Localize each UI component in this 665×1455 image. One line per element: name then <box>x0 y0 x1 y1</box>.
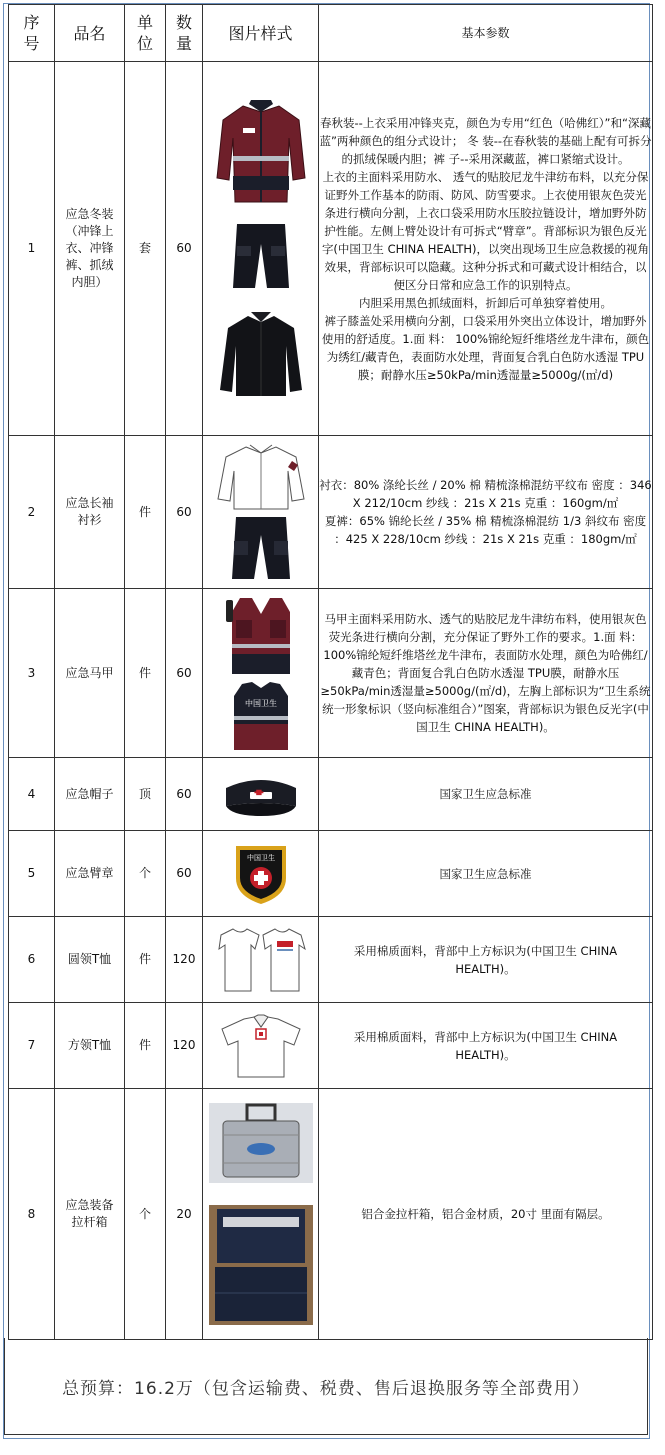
table-row <box>9 589 653 758</box>
row-images <box>203 1089 319 1340</box>
row-unit: 套 <box>125 62 166 436</box>
table-row <box>9 831 653 917</box>
param-paragraph: 马甲主面料采用防水、透气的贴胶尼龙牛津纺布料，使用银灰色荧光条进行横向分割，充分保证了野外工作的要求。1.面 料： 100%锦纶短纤维塔丝龙牛津布，表面防水处理，颜色为哈佛红/藏青色；背面复合乳白色防水透湿 TPU膜，耐静水压≥50kPa/min透湿量≥5000g/(㎡/d)，左胸上部标识为“卫生系统统一形象标识（竖向标准组合）”图案，背部标识为银色反光字(中国卫生 CHINA HEALTH)。 <box>320 612 651 734</box>
row-images <box>203 917 319 1003</box>
row-qty: 60 <box>166 831 203 917</box>
row-images <box>203 62 319 436</box>
shirt-icon <box>216 443 306 511</box>
row-no: 2 <box>9 436 55 589</box>
table-row <box>9 758 653 831</box>
budget-footer <box>4 1338 648 1435</box>
round-neck-tshirt-icon <box>211 925 311 995</box>
row-params <box>319 1003 653 1089</box>
trousers-icon <box>224 515 298 581</box>
param-paragraph: 春秋装--上衣采用冲锋夹克，颜色为专用“红色（哈佛红）”和“深藏蓝”两种颜色的组分式设计； 冬 装--在春秋装的基础上配有可拆分的抓绒保暖内胆；裤 子--采用深藏蓝，裤口紧缩式设计。 <box>319 115 652 166</box>
param-paragraph: 裤子膝盖处采用横向分割，口袋采用外突出立体设计，增加野外使用的舒适度。1.面 料： 100%锦纶短纤维塔丝龙牛津布，颜色为绣红/藏青色，表面防水处理，背面复合乳白色防水透湿 TPU膜；耐静水压≥50kPa/min透湿量≥5000g/(㎡/d) <box>321 313 650 382</box>
row-images <box>203 758 319 831</box>
vest-front-icon <box>226 594 296 676</box>
row-unit: 件 <box>125 436 166 589</box>
row-name: 应急臂章 <box>55 831 125 917</box>
table-row <box>9 917 653 1003</box>
pants-icon <box>221 222 301 292</box>
param-paragraph: 上衣的主面料采用防水、 透气的贴胶尼龙牛津纺布料，以充分保证野外工作基本的防雨、防风、防雪要求。上衣使用银灰色荧光条进行横向分割，上衣口袋采用防水压胶拉链设计，增加野外防护性能。左侧上臂处设计有可拆式“臂章”。背部标识为银色反光字(中国卫生 CHINA HEALTH)，以突出现场卫生应急救援的视角效果，背部标识可以隐藏。这种分拆式和可藏式设计相结合，以便区分日常和应急工作的识别特点。 <box>321 169 650 292</box>
param-paragraph: 铝合金拉杆箱，铝合金材质，20寸 里面有隔层。 <box>361 1207 610 1221</box>
trolley-case-icon <box>209 1103 313 1183</box>
jacket-icon <box>213 98 309 208</box>
table-row <box>9 436 653 589</box>
row-qty: 60 <box>166 589 203 758</box>
row-unit: 个 <box>125 831 166 917</box>
row-params <box>319 589 653 758</box>
row-images <box>203 589 319 758</box>
row-name: 应急长袖衬衫 <box>55 436 125 589</box>
row-no: 4 <box>9 758 55 831</box>
row-images <box>203 436 319 589</box>
row-qty: 60 <box>166 436 203 589</box>
armband-badge-icon <box>232 842 290 906</box>
row-no: 7 <box>9 1003 55 1089</box>
row-unit: 件 <box>125 917 166 1003</box>
param-paragraph: 内胆采用黑色抓绒面料，折卸后可单独穿着使用。 <box>359 295 612 310</box>
param-paragraph: 国家卫生应急标准 <box>439 787 532 801</box>
fleece-icon <box>218 310 304 400</box>
spec-sheet <box>4 4 656 1438</box>
header-image: 图片样式 <box>203 5 319 62</box>
row-params <box>319 436 653 589</box>
vest-back-icon <box>230 680 292 752</box>
row-params <box>319 62 653 436</box>
header-unit: 单 位 <box>125 5 166 62</box>
row-qty: 120 <box>166 1003 203 1089</box>
param-paragraph: 采用棉质面料，背部中上方标识为(中国卫生 CHINA HEALTH)。 <box>353 943 618 976</box>
row-params <box>319 917 653 1003</box>
row-unit: 顶 <box>125 758 166 831</box>
row-params <box>319 1089 653 1340</box>
row-name: 应急帽子 <box>55 758 125 831</box>
table-row <box>9 62 653 436</box>
cap-icon <box>220 770 302 818</box>
header-no: 序 号 <box>9 5 55 62</box>
row-unit: 件 <box>125 1003 166 1089</box>
row-qty: 60 <box>166 758 203 831</box>
row-name: 应急马甲 <box>55 589 125 758</box>
row-no: 8 <box>9 1089 55 1340</box>
row-name: 方领T恤 <box>55 1003 125 1089</box>
row-qty: 120 <box>166 917 203 1003</box>
header-name: 品名 <box>55 5 125 62</box>
row-name: 圆领T恤 <box>55 917 125 1003</box>
row-no: 6 <box>9 917 55 1003</box>
param-paragraph: 夏裤：65% 锦纶长丝 / 35% 棉 精梳涤棉混纺 1/3 斜纹布 密度 ：425 X 228/10cm 纱线 ：21s X 21s 克重 ：180gm/㎡ <box>324 514 647 546</box>
vest-back-text: 中国卫生 <box>244 699 277 708</box>
header-qty: 数 量 <box>166 5 203 62</box>
badge-text: 中国卫生 <box>246 853 275 862</box>
row-images <box>203 1003 319 1089</box>
param-paragraph: 采用棉质面料，背部中上方标识为(中国卫生 CHINA HEALTH)。 <box>353 1029 618 1062</box>
row-qty: 20 <box>166 1089 203 1340</box>
header-params: 基本参数 <box>319 5 653 62</box>
polo-shirt-icon <box>216 1013 306 1079</box>
row-no: 5 <box>9 831 55 917</box>
open-case-icon <box>209 1205 313 1325</box>
table-row <box>9 1003 653 1089</box>
row-no: 1 <box>9 62 55 436</box>
row-name: 应急冬装 （冲锋上衣、冲锋裤、抓绒内胆） <box>55 62 125 436</box>
row-name: 应急装备拉杆箱 <box>55 1089 125 1340</box>
param-paragraph: 国家卫生应急标准 <box>439 866 532 881</box>
row-qty: 60 <box>166 62 203 436</box>
row-params <box>319 831 653 917</box>
header-row <box>9 5 653 62</box>
param-paragraph: 衬衣：80% 涤纶长丝 / 20% 棉 精梳涤棉混纺平纹布 密度 ：346 X 212/10cm 纱线 ：21s X 21s 克重 ：160gm/㎡ <box>319 478 652 510</box>
row-no: 3 <box>9 589 55 758</box>
row-unit: 件 <box>125 589 166 758</box>
spec-table <box>8 4 653 1340</box>
row-unit: 个 <box>125 1089 166 1340</box>
row-params <box>319 758 653 831</box>
budget-text: 总预算：16.2万（包含运输费、税费、售后退换服务等全部费用） <box>62 1378 590 1399</box>
row-images <box>203 831 319 917</box>
table-row <box>9 1089 653 1340</box>
